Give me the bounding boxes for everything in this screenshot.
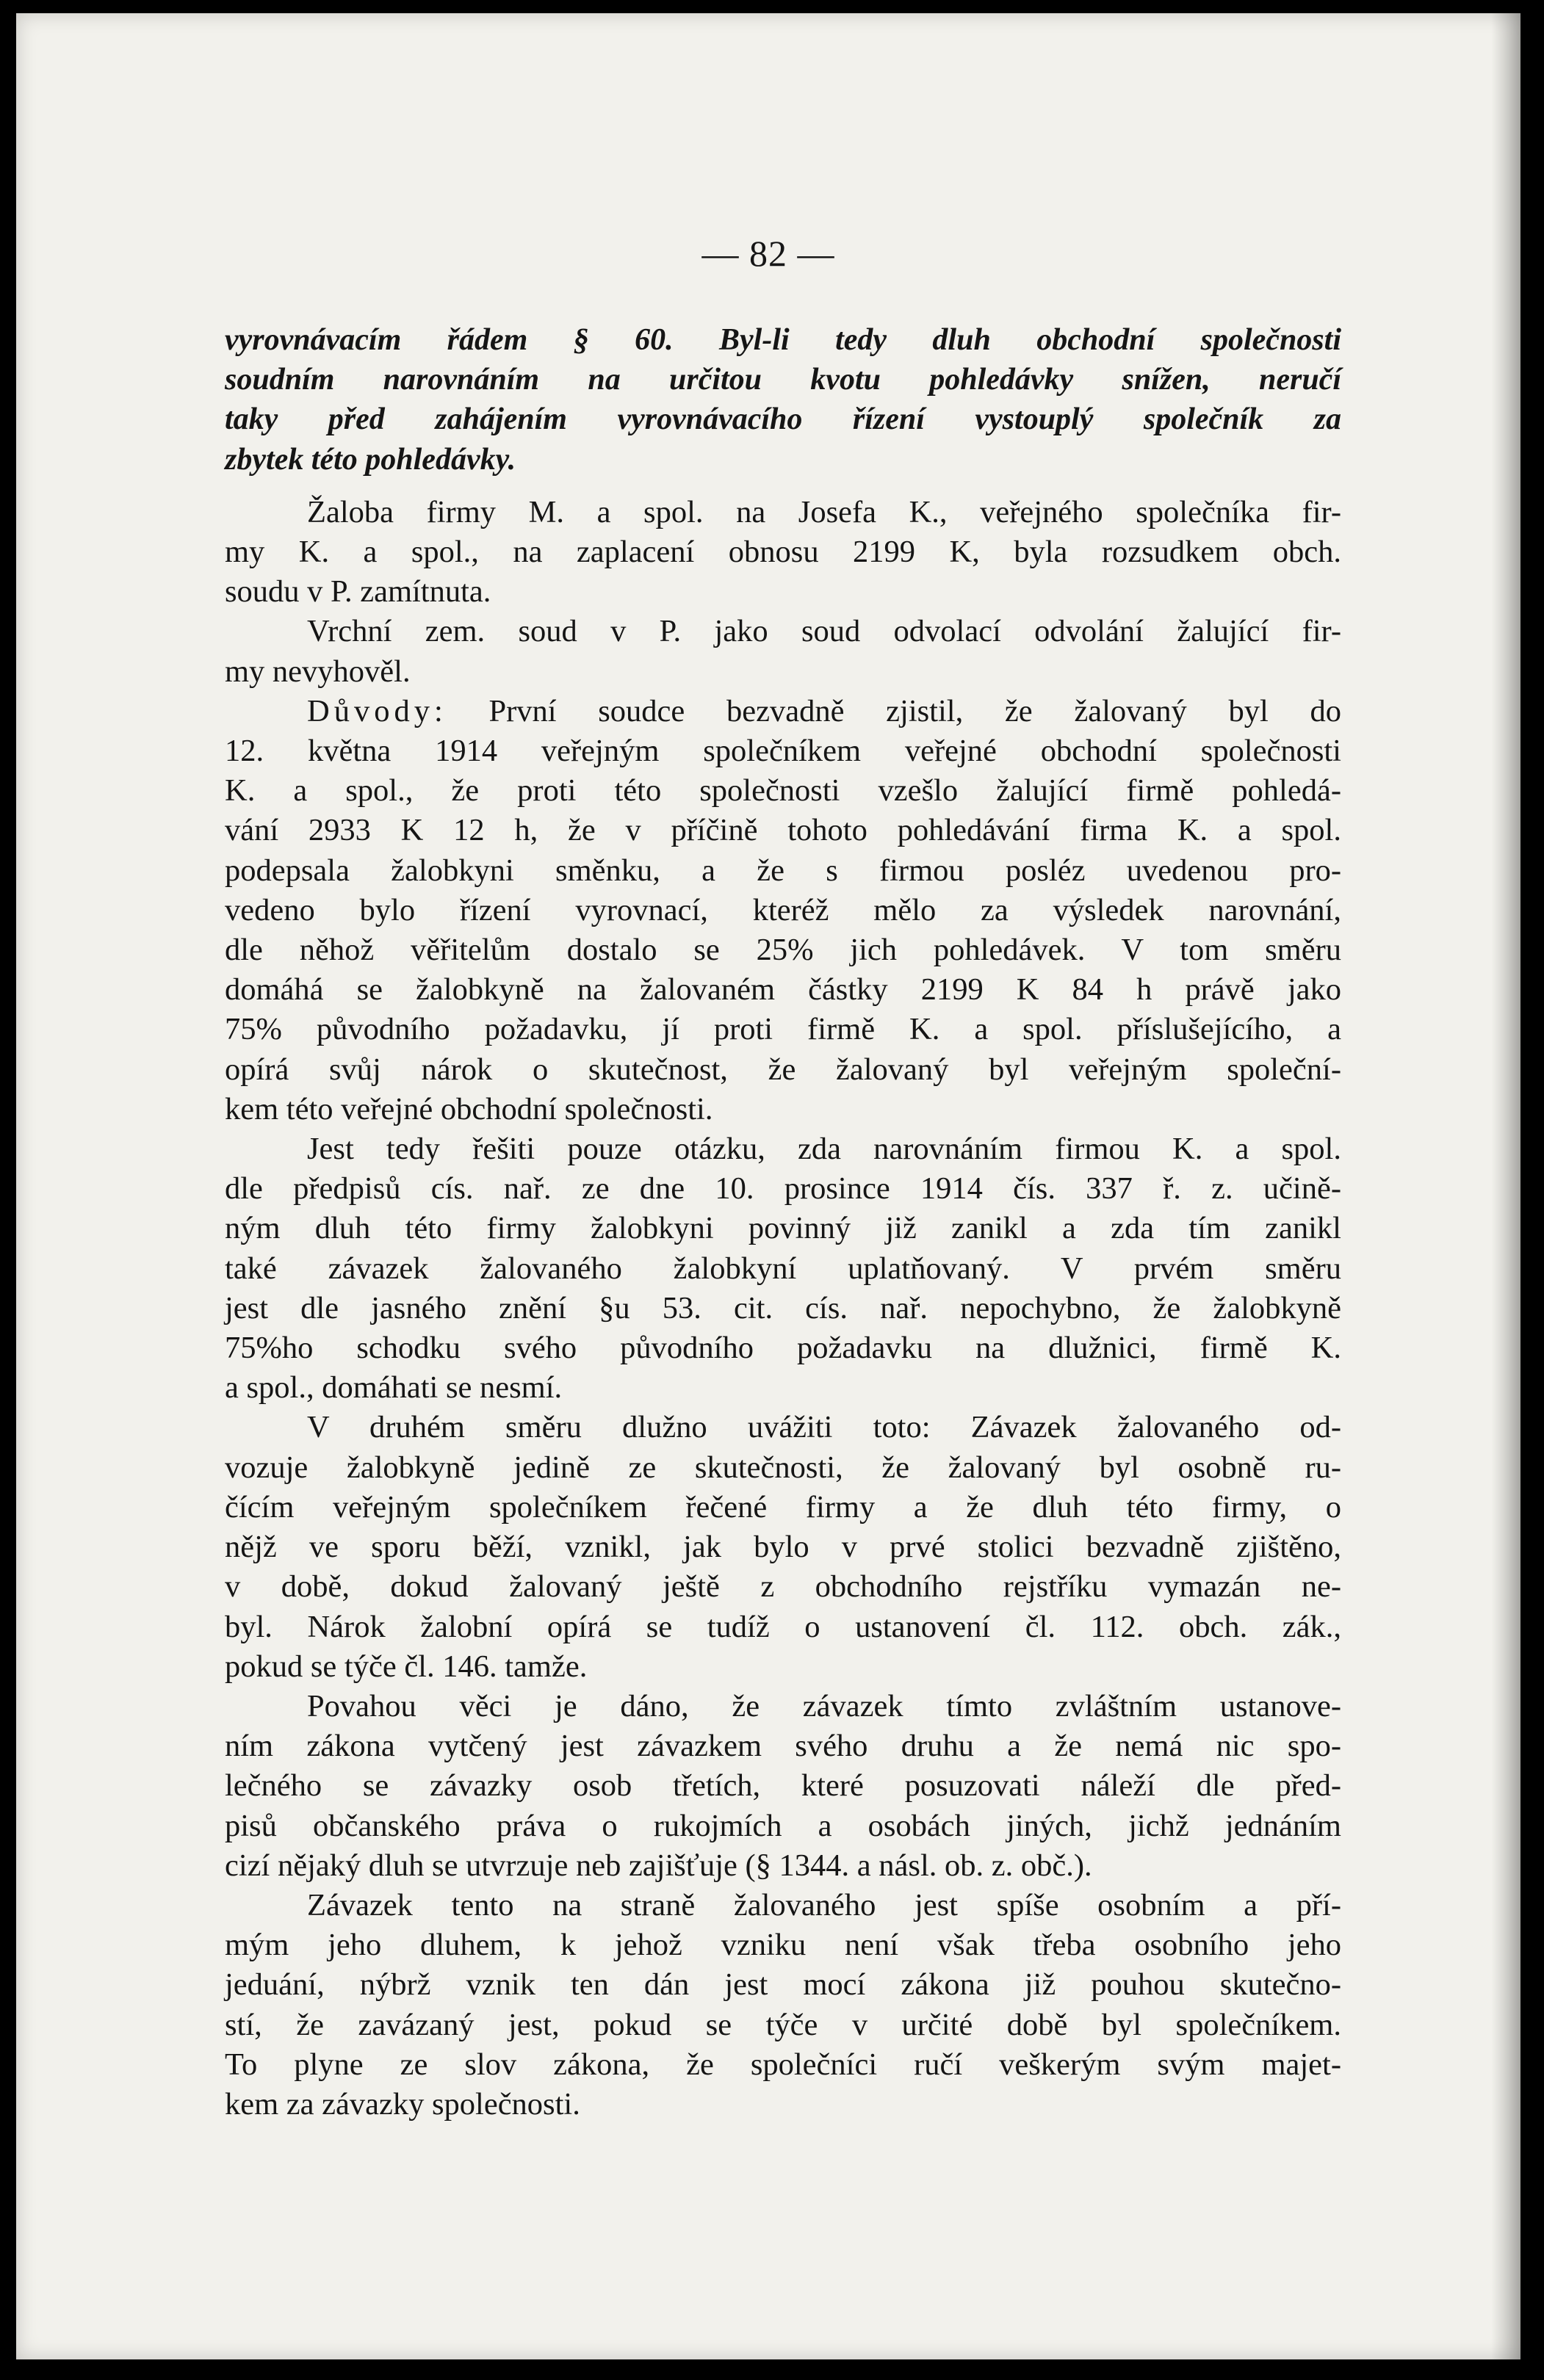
text-line: čícím veřejným společníkem řečené firmy a že dluh této firmy, o [225, 1489, 1341, 1524]
text-line: cizí nějaký dluh se utvrzuje neb zajišťuje (§ 1344. a násl. ob. z. obč.). [225, 1848, 1092, 1883]
paragraph-5 [225, 1129, 1341, 1408]
text-line: dle něhož věřitelům dostalo se 25% jich pohledávek. V tom směru [225, 933, 1341, 968]
text-line: my K. a spol., na zaplacení obnosu 2199 K, byla rozsudkem obch. [225, 535, 1341, 570]
book-page [16, 13, 1520, 2359]
text-line: ním zákona vytčený jest závazkem svého druhu a že nemá nic spo- [225, 1729, 1341, 1764]
text-line: soudu v P. zamítnuta. [225, 574, 491, 610]
text-line: vozuje žalobkyně jedině ze skutečnosti, že žalovaný byl osobně ru- [225, 1450, 1341, 1485]
text-line: kem za závazky společnosti. [225, 2086, 580, 2122]
text-line: mým jeho dluhem, k jehož vzniku není však třeba osobního jeho [225, 1928, 1341, 1963]
paragraph-1 [225, 320, 1341, 480]
paragraph-4 [225, 692, 1341, 1129]
text-line: kem této veřejné obchodní společnosti. [225, 1091, 713, 1126]
text-fragment: První soudce bezvadně zjistil, že žalovaný byl do [447, 693, 1341, 728]
text-line: podepsala žalobkyni směnku, a že s firmou posléz uvedenou pro- [225, 853, 1341, 888]
text-line: 75%ho schodku svého původního požadavku na dlužnici, firmě K. [225, 1331, 1341, 1366]
text-line: dle předpisů cís. nař. ze dne 10. prosince 1914 čís. 337 ř. z. učině- [225, 1171, 1341, 1207]
text-line: taky před zahájením vyrovnávacího řízení vystouplý společník za [225, 402, 1341, 437]
text-line: domáhá se žalobkyně na žalovaném částky 2199 K 84 h právě jako [225, 972, 1341, 1008]
text-line: To plyne ze slov zákona, že společníci ručí veškerým svým majet- [225, 2047, 1341, 2082]
paragraph-7 [225, 1687, 1341, 1886]
text-line: soudním narovnáním na určitou kvotu pohledávky snížen, neručí [225, 363, 1341, 397]
text-line: také závazek žalovaného žalobkyní uplatňovaný. V prvém směru [225, 1251, 1341, 1286]
text-line: zbytek této pohledávky. [225, 442, 516, 477]
paragraph-2 [225, 493, 1341, 612]
text-line: K. a spol., že proti této společnosti vzešlo žalující firmě pohledá- [225, 773, 1341, 809]
page-body [225, 320, 1341, 2124]
text-line: v době, dokud žalovaný ještě z obchodního rejstříku vymazán ne- [225, 1569, 1341, 1605]
text-line: vání 2933 K 12 h, že v příčině tohoto pohledávání firma K. a spol. [225, 813, 1341, 848]
text-line [225, 692, 1341, 731]
section-lead: Důvody: [307, 693, 447, 728]
text-line: Žaloba firmy M. a spol. na Josefa K., veřejného společníka fir- [307, 494, 1341, 529]
text-line: Jest tedy řešiti pouze otázku, zda narovnáním firmou K. a spol. [307, 1132, 1341, 1167]
page-edge-shadow [1491, 13, 1520, 2359]
text-line: stí, že zavázaný jest, pokud se týče v určité době byl společníkem. [225, 2007, 1341, 2042]
text-line: pisů občanského práva o rukojmích a osobách jiných, jichž jednáním [225, 1808, 1341, 1843]
text-line: jest dle jasného znění §u 53. cit. cís. nař. nepochybno, že žalobkyně [225, 1290, 1341, 1325]
text-line: lečného se závazky osob třetích, které posuzovati náleží dle před- [225, 1768, 1341, 1804]
text-line: vyrovnávacím řádem § 60. Byl-li tedy dluh obchodní společnosti [225, 323, 1341, 357]
text-line: opírá svůj nárok o skutečnost, že žalovaný byl veřejným společní- [225, 1052, 1341, 1087]
text-line: my nevyhověl. [225, 654, 411, 689]
text-line: 75% původního požadavku, jí proti firmě K. a spol. příslušejícího, a [225, 1012, 1341, 1047]
text-line: Povahou věci je dáno, že závazek tímto zvláštním ustanove- [307, 1688, 1341, 1723]
text-line: jeduání, nýbrž vznik ten dán jest mocí zákona již pouhou skutečno- [225, 1967, 1341, 2003]
text-line: 12. května 1914 veřejným společníkem veřejné obchodní společnosti [225, 734, 1341, 769]
paragraph-3 [225, 612, 1341, 691]
text-line: V druhém směru dlužno uvážiti toto: Závazek žalovaného od- [307, 1410, 1341, 1445]
text-line: nějž ve sporu běží, vznikl, jak bylo v prvé stolici bezvadně zjištěno, [225, 1530, 1341, 1565]
text-line: Vrchní zem. soud v P. jako soud odvolací odvolání žalující fir- [307, 614, 1341, 649]
text-line: byl. Nárok žalobní opírá se tudíž o ustanovení čl. 112. obch. zák., [225, 1609, 1341, 1644]
text-line: vedeno bylo řízení vyrovnací, kteréž mělo za výsledek narovnání, [225, 892, 1341, 927]
paragraph-6 [225, 1408, 1341, 1686]
page-number: — 82 — [701, 233, 835, 274]
text-line: pokud se týče čl. 146. tamže. [225, 1649, 588, 1684]
text-line: a spol., domáhati se nesmí. [225, 1370, 563, 1406]
paragraph-8 [225, 1886, 1341, 2124]
text-line: ným dluh této firmy žalobkyni povinný již zanikl a zda tím zanikl [225, 1211, 1341, 1246]
text-line: Závazek tento na straně žalovaného jest spíše osobním a pří- [307, 1887, 1341, 1923]
